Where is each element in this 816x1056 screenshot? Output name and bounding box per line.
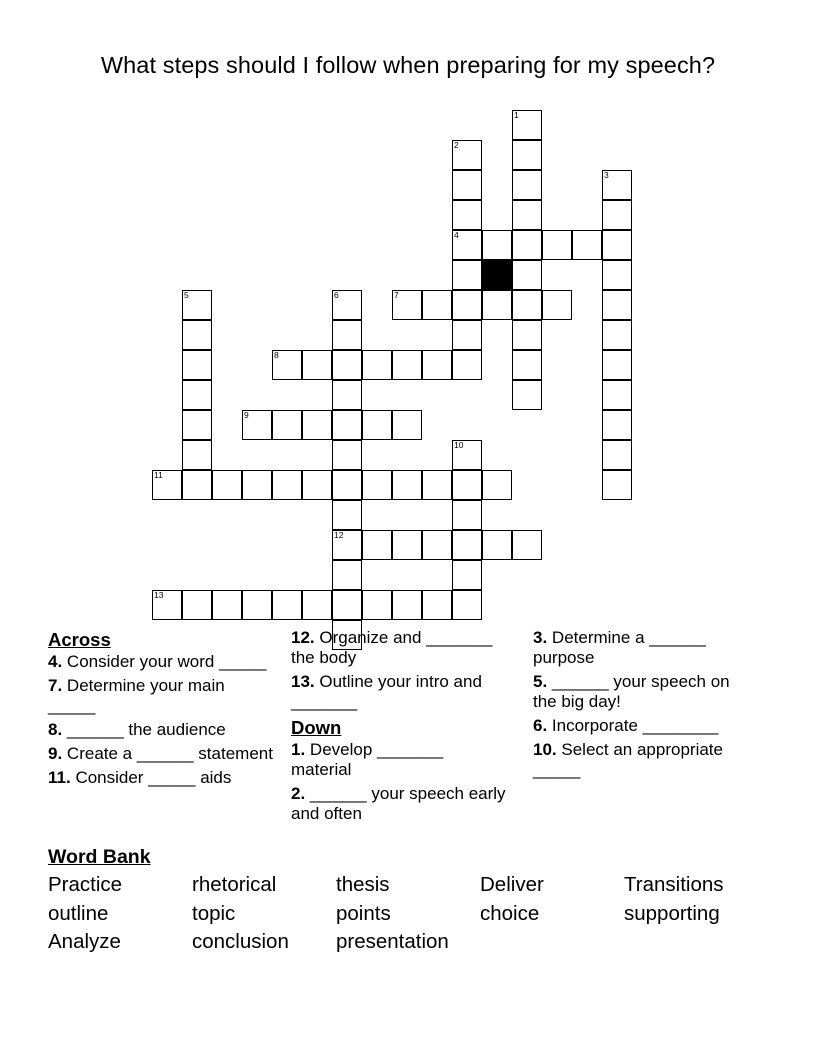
grid-cell[interactable] [602, 200, 632, 230]
clue-number: 9 [244, 410, 249, 420]
grid-cell[interactable] [332, 320, 362, 350]
word-bank-item: topic [192, 902, 236, 925]
grid-cell[interactable] [452, 200, 482, 230]
grid-cell[interactable] [602, 290, 632, 320]
clue-across-7: 7. Determine your main _____ [48, 676, 225, 715]
clue-across-8: 8. ______ the audience [48, 720, 226, 739]
grid-cell[interactable] [242, 470, 272, 500]
clue-number: 2 [454, 140, 459, 150]
grid-cell[interactable] [602, 440, 632, 470]
grid-cell[interactable] [182, 350, 212, 380]
clue-across-12: 12. Organize and _______ the body [291, 628, 493, 667]
grid-cell[interactable] [422, 590, 452, 620]
grid-cell[interactable] [302, 350, 332, 380]
grid-cell[interactable] [362, 590, 392, 620]
grid-cell[interactable] [272, 470, 302, 500]
grid-cell[interactable] [512, 290, 542, 320]
clues-column-1 [48, 628, 273, 792]
grid-cell[interactable] [452, 470, 482, 500]
grid-cell[interactable] [392, 290, 422, 320]
grid-cell[interactable] [542, 290, 572, 320]
word-bank-item: Analyze [48, 930, 121, 953]
clue-number: 4 [454, 230, 459, 240]
clue-down-3: 3. Determine a ______ purpose [533, 628, 706, 667]
grid-cell[interactable] [392, 470, 422, 500]
grid-cell[interactable] [212, 590, 242, 620]
word-bank-item: Transitions [624, 873, 724, 896]
grid-cell[interactable] [242, 590, 272, 620]
grid-cell[interactable] [422, 530, 452, 560]
clue-number: 6 [334, 290, 339, 300]
grid-cell[interactable] [452, 320, 482, 350]
clue-down-6: 6. Incorporate ________ [533, 716, 719, 735]
grid-cell[interactable] [392, 590, 422, 620]
grid-cell[interactable] [272, 350, 302, 380]
clue-across-9: 9. Create a ______ statement [48, 744, 273, 763]
clue-number: 7 [394, 290, 399, 300]
grid-cell[interactable] [422, 290, 452, 320]
grid-cell[interactable] [272, 590, 302, 620]
grid-cell[interactable] [362, 350, 392, 380]
word-bank-item: Deliver [480, 873, 544, 896]
grid-cell[interactable] [182, 470, 212, 500]
clue-across-13: 13. Outline your intro and _______ [291, 672, 482, 711]
grid-cell[interactable] [512, 530, 542, 560]
clue-number: 1 [514, 110, 519, 120]
grid-cell[interactable] [332, 350, 362, 380]
grid-cell[interactable] [302, 590, 332, 620]
grid-cell[interactable] [242, 410, 272, 440]
grid-cell[interactable] [572, 230, 602, 260]
grid-cell[interactable] [302, 470, 332, 500]
grid-cell[interactable] [182, 440, 212, 470]
grid-cell[interactable] [452, 260, 482, 290]
clue-number: 5 [184, 290, 189, 300]
grid-cell[interactable] [482, 530, 512, 560]
grid-cell[interactable] [182, 290, 212, 320]
grid-cell[interactable] [332, 530, 362, 560]
grid-cell[interactable] [512, 320, 542, 350]
clue-across-11: 11. Consider _____ aids [48, 768, 232, 787]
word-bank-item: points [336, 902, 391, 925]
grid-cell[interactable] [152, 470, 182, 500]
across-heading: Across [48, 629, 111, 650]
clue-number: 10 [454, 440, 464, 450]
grid-cell[interactable] [512, 110, 542, 140]
word-bank-item: choice [480, 902, 540, 925]
grid-cell[interactable] [332, 440, 362, 470]
clue-down-2: 2. ______ your speech early and often [291, 784, 506, 823]
word-bank-item: thesis [336, 873, 390, 896]
grid-cell[interactable] [452, 230, 482, 260]
grid-cell[interactable] [182, 320, 212, 350]
grid-cell[interactable] [482, 470, 512, 500]
grid-cell[interactable] [182, 590, 212, 620]
grid-cell[interactable] [602, 320, 632, 350]
word-bank-item: presentation [336, 930, 449, 953]
word-bank-item: supporting [624, 902, 720, 925]
grid-cell[interactable] [332, 410, 362, 440]
grid-cell[interactable] [332, 380, 362, 410]
grid-cell[interactable] [602, 260, 632, 290]
grid-cell[interactable] [182, 410, 212, 440]
clue-down-5: 5. ______ your speech on the big day! [533, 672, 730, 711]
grid-cell[interactable] [392, 410, 422, 440]
grid-cell[interactable] [602, 170, 632, 200]
grid-cell[interactable] [602, 230, 632, 260]
word-bank-item: rhetorical [192, 873, 277, 896]
grid-cell[interactable] [512, 350, 542, 380]
grid-cell[interactable] [512, 170, 542, 200]
clues-column-2 [291, 628, 506, 828]
black-cell [482, 260, 512, 290]
grid-cell[interactable] [422, 470, 452, 500]
grid-cell[interactable] [332, 470, 362, 500]
grid-cell[interactable] [482, 230, 512, 260]
clue-number: 11 [154, 470, 163, 480]
down-heading: Down [291, 717, 342, 738]
grid-cell[interactable] [452, 560, 482, 590]
clues-column-3 [533, 628, 748, 784]
grid-cell[interactable] [482, 290, 512, 320]
grid-cell[interactable] [392, 530, 422, 560]
grid-cell[interactable] [512, 260, 542, 290]
grid-cell[interactable] [602, 470, 632, 500]
clue-number: 3 [604, 170, 609, 180]
grid-cell[interactable] [452, 290, 482, 320]
grid-cell[interactable] [452, 590, 482, 620]
grid-cell[interactable] [362, 470, 392, 500]
grid-cell[interactable] [452, 500, 482, 530]
grid-cell[interactable] [332, 590, 362, 620]
grid-cell[interactable] [332, 500, 362, 530]
clue-number: 12 [334, 530, 344, 540]
grid-cell[interactable] [152, 590, 182, 620]
grid-cell[interactable] [452, 170, 482, 200]
clue-down-1: 1. Develop _______ material [291, 740, 444, 779]
grid-cell[interactable] [602, 410, 632, 440]
clue-number: 13 [154, 590, 164, 600]
grid-cell[interactable] [542, 230, 572, 260]
grid-cell[interactable] [362, 530, 392, 560]
grid-cell[interactable] [512, 380, 542, 410]
grid-cell[interactable] [272, 410, 302, 440]
grid-cell[interactable] [602, 380, 632, 410]
grid-cell[interactable] [512, 140, 542, 170]
word-bank-item: conclusion [192, 930, 289, 953]
grid-cell[interactable] [212, 470, 242, 500]
grid-cell[interactable] [422, 350, 452, 380]
word-bank-item: Practice [48, 873, 123, 896]
grid-cell[interactable] [392, 350, 422, 380]
grid-cell[interactable] [512, 230, 542, 260]
clue-across-4: 4. Consider your word _____ [48, 652, 267, 671]
grid-cell[interactable] [182, 380, 212, 410]
puzzle-title: What steps should I follow when preparing for my speech? [100, 52, 716, 78]
clue-number: 8 [274, 350, 279, 360]
word-bank-heading: Word Bank [48, 846, 151, 868]
clue-down-10: 10. Select an appropriate _____ [533, 740, 723, 779]
grid-cell[interactable] [452, 530, 482, 560]
grid-cell[interactable] [332, 560, 362, 590]
grid-cell[interactable] [602, 350, 632, 380]
word-bank-item: outline [48, 902, 109, 925]
grid-cell[interactable] [452, 440, 482, 470]
grid-cell[interactable] [452, 140, 482, 170]
grid-cell[interactable] [302, 410, 332, 440]
grid-cell[interactable] [362, 410, 392, 440]
grid-cell[interactable] [452, 350, 482, 380]
grid-cell[interactable] [332, 290, 362, 320]
grid-cell[interactable] [512, 200, 542, 230]
